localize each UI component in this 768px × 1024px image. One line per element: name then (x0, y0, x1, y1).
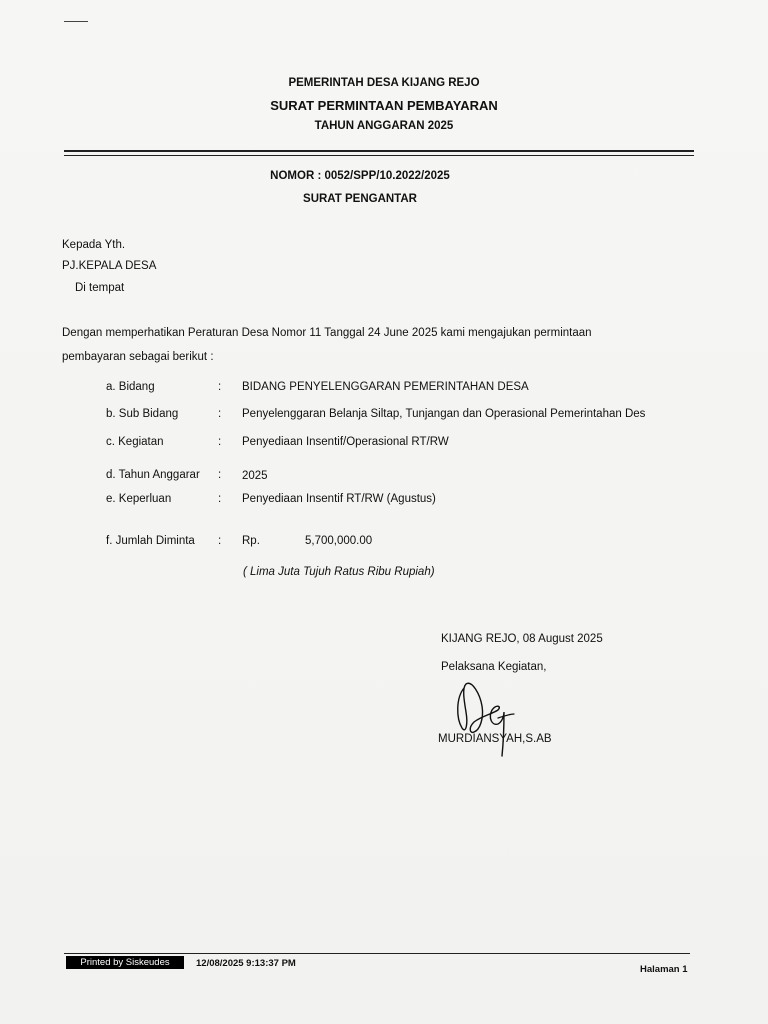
recipient-salutation: Kepada Yth. (62, 239, 126, 251)
recipient-name: PJ.KEPALA DESA (62, 260, 157, 272)
item-label-keperluan: e. Keperluan (106, 493, 172, 505)
item-colon: : (218, 381, 222, 393)
signatory-name: MURDIANSYAH,S.AB (438, 733, 552, 745)
item-value-bidang: BIDANG PENYELENGGARAN PEMERINTAHAN DESA (242, 381, 529, 393)
amount-value: 5,700,000.00 (305, 535, 373, 547)
header-fiscal-year: TAHUN ANGGARAN 2025 (314, 120, 454, 132)
item-label-sub-bidang: b. Sub Bidang (106, 408, 179, 420)
item-label-bidang: a. Bidang (106, 381, 155, 393)
document-subtitle: SURAT PENGANTAR (303, 193, 417, 205)
item-colon: : (218, 408, 222, 420)
intro-text-line2: pembayaran sebagai berikut : (62, 351, 214, 363)
document-number: NOMOR : 0052/SPP/10.2022/2025 (270, 170, 450, 182)
page-number: Halaman 1 (640, 964, 688, 975)
intro-text-line1: Dengan memperhatikan Peraturan Desa Nomor 11 Tanggal 24 June 2025 kami mengajukan permintaan (62, 327, 592, 339)
amount-in-words: ( Lima Juta Tujuh Ratus Ribu Rupiah) (243, 566, 435, 578)
printed-by-badge: Printed by Siskeudes (66, 956, 184, 969)
header-divider-thick (64, 150, 694, 152)
print-timestamp: 12/08/2025 9:13:37 PM (196, 958, 296, 969)
amount-currency: Rp. (242, 535, 260, 547)
item-colon: : (218, 469, 222, 481)
item-value-tahun-anggaran: 2025 (242, 470, 268, 482)
item-label-tahun-anggaran: d. Tahun Anggarar (106, 469, 200, 481)
item-label-kegiatan: c. Kegiatan (106, 436, 164, 448)
signature-role: Pelaksana Kegiatan, (441, 661, 547, 673)
recipient-location: Di tempat (75, 282, 125, 294)
handwritten-signature (452, 676, 532, 760)
item-value-kegiatan: Penyediaan Insentif/Operasional RT/RW (242, 436, 449, 448)
header-divider-thin (64, 155, 694, 156)
footer-divider (64, 953, 690, 954)
item-value-keperluan: Penyediaan Insentif RT/RW (Agustus) (242, 493, 436, 505)
header-government-name: PEMERINTAH DESA KIJANG REJO (288, 77, 480, 89)
amount-label: f. Jumlah Diminta (106, 535, 195, 547)
item-value-sub-bidang: Penyelenggaran Belanja Siltap, Tunjangan dan Operasional Pemerintahan Des (242, 408, 646, 420)
item-colon: : (218, 493, 222, 505)
signature-place-date: KIJANG REJO, 08 August 2025 (441, 633, 603, 645)
amount-colon: : (218, 535, 222, 547)
header-document-title: SURAT PERMINTAAN PEMBAYARAN (270, 98, 498, 113)
item-colon: : (218, 436, 222, 448)
corner-mark (64, 21, 88, 22)
